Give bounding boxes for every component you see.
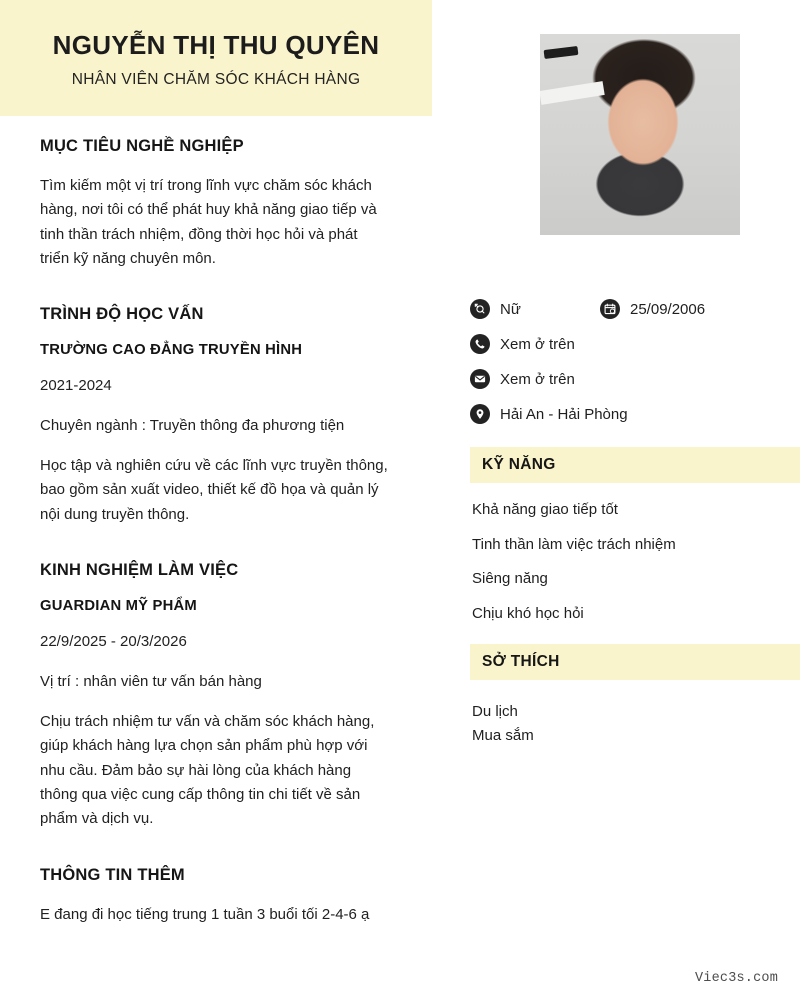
- name-banner: [0, 0, 432, 116]
- experience-entry: [40, 598, 388, 831]
- location-pin-icon: [470, 404, 490, 424]
- list-item: Tinh thần làm việc trách nhiệm: [472, 535, 676, 553]
- candidate-name: NGUYỄN THỊ THU QUYÊN: [52, 30, 380, 61]
- section-experience: [40, 561, 388, 831]
- phone-value: Xem ở trên: [500, 335, 575, 353]
- section-additional-info: [40, 866, 388, 927]
- list-item: Mua sắm: [472, 726, 534, 744]
- calendar-icon: [600, 299, 620, 319]
- objective-text: Tìm kiếm một vị trí trong lĩnh vực chăm sóc khách hàng, nơi tôi có thể phát huy khả năng giao tiếp và tinh thần trách nhiệm, đồng thời học hỏi và phát triển kỹ năng chuyên môn.: [40, 177, 377, 267]
- hobbies-list: [472, 700, 792, 747]
- education-school: TRƯỜNG CAO ĐẲNG TRUYỀN HÌNH: [40, 342, 303, 359]
- contact-details: [470, 295, 800, 435]
- section-title-skills-bar: [470, 447, 800, 483]
- contact-phone: [470, 334, 575, 354]
- education-entry: [40, 342, 388, 527]
- section-objective: [40, 137, 388, 271]
- list-item: Chịu khó học hỏi: [472, 604, 584, 622]
- contact-row: [470, 365, 800, 393]
- experience-description: Chịu trách nhiệm tư vấn và chăm sóc khách hàng, giúp khách hàng lựa chọn sản phẩm phù hợp với nhu cầu. Đảm bảo sự hài lòng của khách hàng thông qua việc cung cấp thông tin chi tiết về sản phẩm và dịch vụ.: [40, 713, 375, 828]
- address-value: Hải An - Hải Phòng: [500, 405, 628, 423]
- section-title-skills: KỸ NĂNG: [482, 456, 556, 473]
- contact-email: [470, 369, 575, 389]
- section-title-education: TRÌNH ĐỘ HỌC VẤN: [40, 305, 204, 324]
- candidate-photo: [540, 34, 740, 235]
- section-title-objective: MỤC TIÊU NGHỀ NGHIỆP: [40, 137, 244, 155]
- education-description: Học tập và nghiên cứu về các lĩnh vực truyền thông, bao gồm sản xuất video, thiết kế đồ họa và quản lý nội dung truyền thông.: [40, 457, 388, 523]
- skills-list: [472, 502, 792, 640]
- contact-row: [470, 400, 800, 428]
- gender-icon: [470, 299, 490, 319]
- site-watermark: Viec3s.com: [694, 971, 778, 986]
- contact-row: [470, 295, 800, 323]
- section-title-experience: KINH NGHIỆM LÀM VIỆC: [40, 561, 239, 580]
- education-period: 2021-2024: [40, 377, 112, 395]
- email-value: Xem ở trên: [500, 370, 575, 388]
- experience-company: GUARDIAN MỸ PHẨM: [40, 598, 197, 615]
- contact-gender: [470, 299, 600, 319]
- list-item: Siêng năng: [472, 570, 548, 587]
- section-title-hobbies: SỞ THÍCH: [482, 653, 560, 670]
- list-item: Du lịch: [472, 703, 518, 720]
- section-title-additional-info: THÔNG TIN THÊM: [40, 865, 185, 884]
- candidate-job-title: NHÂN VIÊN CHĂM SÓC KHÁCH HÀNG: [71, 70, 361, 88]
- gender-value: Nữ: [500, 300, 521, 318]
- experience-position: Vị trí : nhân viên tư vấn bán hàng: [40, 673, 262, 691]
- birthday-value: 25/09/2006: [630, 300, 706, 318]
- contact-address: [470, 404, 628, 424]
- section-education: [40, 305, 388, 527]
- phone-icon: [470, 334, 490, 354]
- contact-row: [470, 330, 800, 358]
- portrait-illustration: [540, 34, 740, 235]
- experience-period: 22/9/2025 - 20/3/2026: [40, 633, 187, 651]
- contact-birthday: [600, 299, 705, 319]
- right-column: [440, 0, 800, 997]
- section-title-hobbies-bar: [470, 644, 800, 680]
- additional-info-text: E đang đi học tiếng trung 1 tuần 3 buổi tối 2-4-6 ạ: [40, 905, 370, 923]
- left-column-body: [40, 137, 388, 927]
- list-item: Khả năng giao tiếp tốt: [472, 501, 618, 518]
- education-major: Chuyên ngành : Truyền thông đa phương tiện: [40, 417, 345, 435]
- mail-icon: [470, 369, 490, 389]
